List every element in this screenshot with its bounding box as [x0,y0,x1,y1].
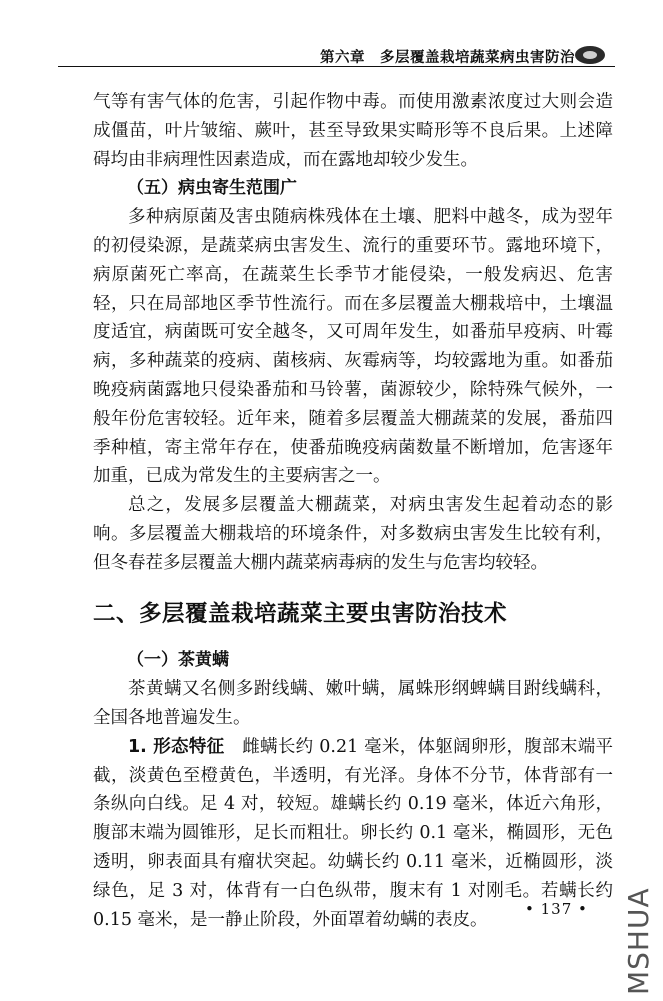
subheading-host-range: （五）病虫寄生范围广 [127,178,297,199]
paragraph-host-range: 多种病原菌及害虫随病株残体在土壤、肥料中越冬，成为翌年的初侵染源，是蔬菜病虫害发生、流行的重要环节。露地环境下，病原菌死亡率高，在蔬菜生长季节才能侵染，一般发病迟、危害轻，只在局部地区季节性流行。而在多层覆盖大棚栽培中，土壤温度适宜，病菌既可安全越冬，又可周年发生，如番茄早疫病、叶霉病，多种蔬菜的疫病、菌核病、灰霉病等，均较露地为重。如番茄晚疫病菌露地只侵染番茄和马铃薯，菌源较少，除特殊气候外，一般年份危害较轻。近年来，随着多层覆盖大棚蔬菜的发展，番茄四季种植，寄主常年存在，使番茄晚疫病菌数量不断增加，危害逐年加重，已成为常发生的主要病害之一。 [93,207,613,487]
ornament-icon [575,46,605,64]
page-number: • 137 • [525,900,588,918]
morphology-text: 雌螨长约 0.21 毫米，体躯阔卵形，腹部末端平截，淡黄色至橙黄色，半透明，有光泽。身体不分节，体背部有一条纵向白线。足 4 对，较短。雄螨长约 0.19 毫米，体近六角形，腹部末端为圆锥形，足长而粗壮。卵长约 0.1 毫米，椭圆形，无色透明，卵表面具有瘤状突起。幼螨长约 0.11 毫米，近椭圆形，淡绿色，足 3 对，体背有一白色纵带，腹末有 1 对刚毛。若螨长约 0.15 毫米，是一静止阶段，外面罩着幼螨的表皮。 [93,736,613,930]
header-rule [58,66,615,67]
section-heading-pest-control: 二、多层覆盖栽培蔬菜主要虫害防治技术 [93,600,508,627]
watermark: MSHUA [622,887,655,995]
running-header [58,38,615,64]
subheading-tea-mite: （一）茶黄螨 [127,650,229,671]
morphology-label: 1. 形态特征 [128,736,225,757]
summary-paragraph: 总之，发展多层覆盖大棚蔬菜，对病虫害发生起着动态的影响。多层覆盖大棚栽培的环境条件，对多数病虫害发生比较有利，但冬春茬多层覆盖大棚内蔬菜病毒病的发生与危害均较轻。 [93,495,613,573]
continued-paragraph: 气等有害气体的危害，引起作物中毒。而使用激素浓度过大则会造成僵苗，叶片皱缩、蕨叶，甚至导致果实畸形等不良后果。上述障碍均由非病理性因素造成，而在露地却较少发生。 [93,92,613,170]
page-body [93,88,613,934]
chapter-title: 第六章 多层覆盖栽培蔬菜病虫害防治 [320,50,575,66]
paragraph-tea-mite-intro: 茶黄螨又名侧多跗线螨、嫩叶螨，属蛛形纲蜱螨目跗线螨科，全国各地普遍发生。 [93,679,613,728]
